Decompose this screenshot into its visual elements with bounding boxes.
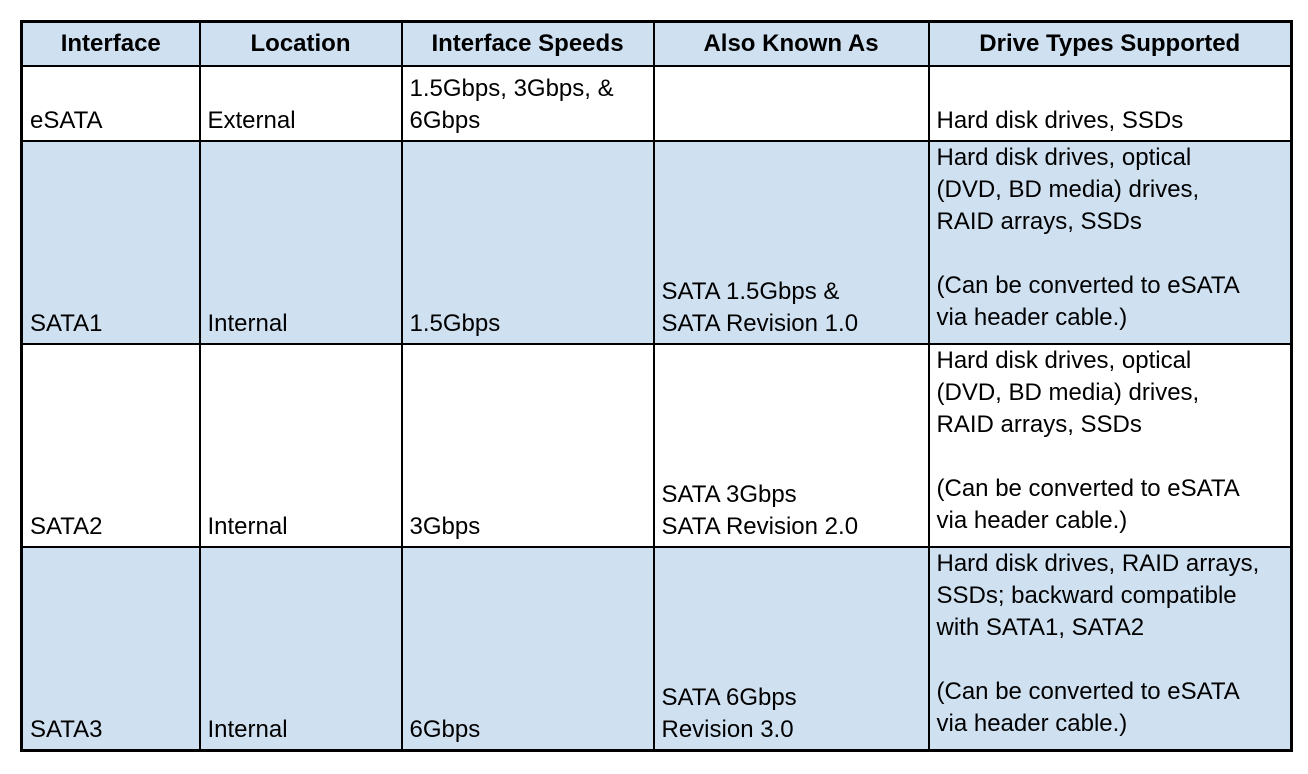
header-also-known-as: Also Known As	[654, 22, 929, 67]
drive-types-text: Hard disk drives, optical (DVD, BD media) drives, RAID arrays, SSDs	[936, 144, 1200, 235]
drive-types-note: (Can be converted to eSATA via header cable.)	[936, 475, 1240, 534]
table-header-row	[22, 22, 1292, 67]
sata-interface-table	[20, 20, 1293, 752]
cell-drive-types	[929, 66, 1292, 141]
cell-interface: SATA3	[22, 547, 200, 751]
cell-location: Internal	[200, 344, 402, 547]
drive-types-note: (Can be converted to eSATA via header cable.)	[936, 678, 1240, 737]
header-drive-types-supported: Drive Types Supported	[929, 22, 1292, 67]
table-row	[22, 547, 1292, 751]
drive-types-text: Hard disk drives, SSDs	[936, 107, 1184, 134]
cell-interface: eSATA	[22, 66, 200, 141]
header-interface: Interface	[22, 22, 200, 67]
cell-drive-types	[929, 344, 1292, 547]
cell-interface-speeds: 1.5Gbps	[402, 141, 654, 344]
cell-also-known-as: SATA 6Gbps Revision 3.0	[654, 547, 929, 751]
cell-drive-types	[929, 547, 1292, 751]
cell-interface-speeds: 6Gbps	[402, 547, 654, 751]
cell-interface-speeds: 1.5Gbps, 3Gbps, & 6Gbps	[402, 66, 654, 141]
cell-location: Internal	[200, 547, 402, 751]
header-interface-speeds: Interface Speeds	[402, 22, 654, 67]
cell-drive-types	[929, 141, 1292, 344]
table-row	[22, 141, 1292, 344]
drive-types-note: (Can be converted to eSATA via header cable.)	[936, 272, 1240, 331]
cell-also-known-as: SATA 3Gbps SATA Revision 2.0	[654, 344, 929, 547]
table-row	[22, 66, 1292, 141]
cell-interface-speeds: 3Gbps	[402, 344, 654, 547]
cell-also-known-as	[654, 66, 929, 141]
cell-location: External	[200, 66, 402, 141]
cell-also-known-as: SATA 1.5Gbps & SATA Revision 1.0	[654, 141, 929, 344]
drive-types-text: Hard disk drives, RAID arrays, SSDs; backward compatible with SATA1, SATA2	[936, 550, 1260, 641]
header-location: Location	[200, 22, 402, 67]
cell-interface: SATA2	[22, 344, 200, 547]
cell-location: Internal	[200, 141, 402, 344]
table-row	[22, 344, 1292, 547]
cell-interface: SATA1	[22, 141, 200, 344]
drive-types-text: Hard disk drives, optical (DVD, BD media) drives, RAID arrays, SSDs	[936, 347, 1200, 438]
